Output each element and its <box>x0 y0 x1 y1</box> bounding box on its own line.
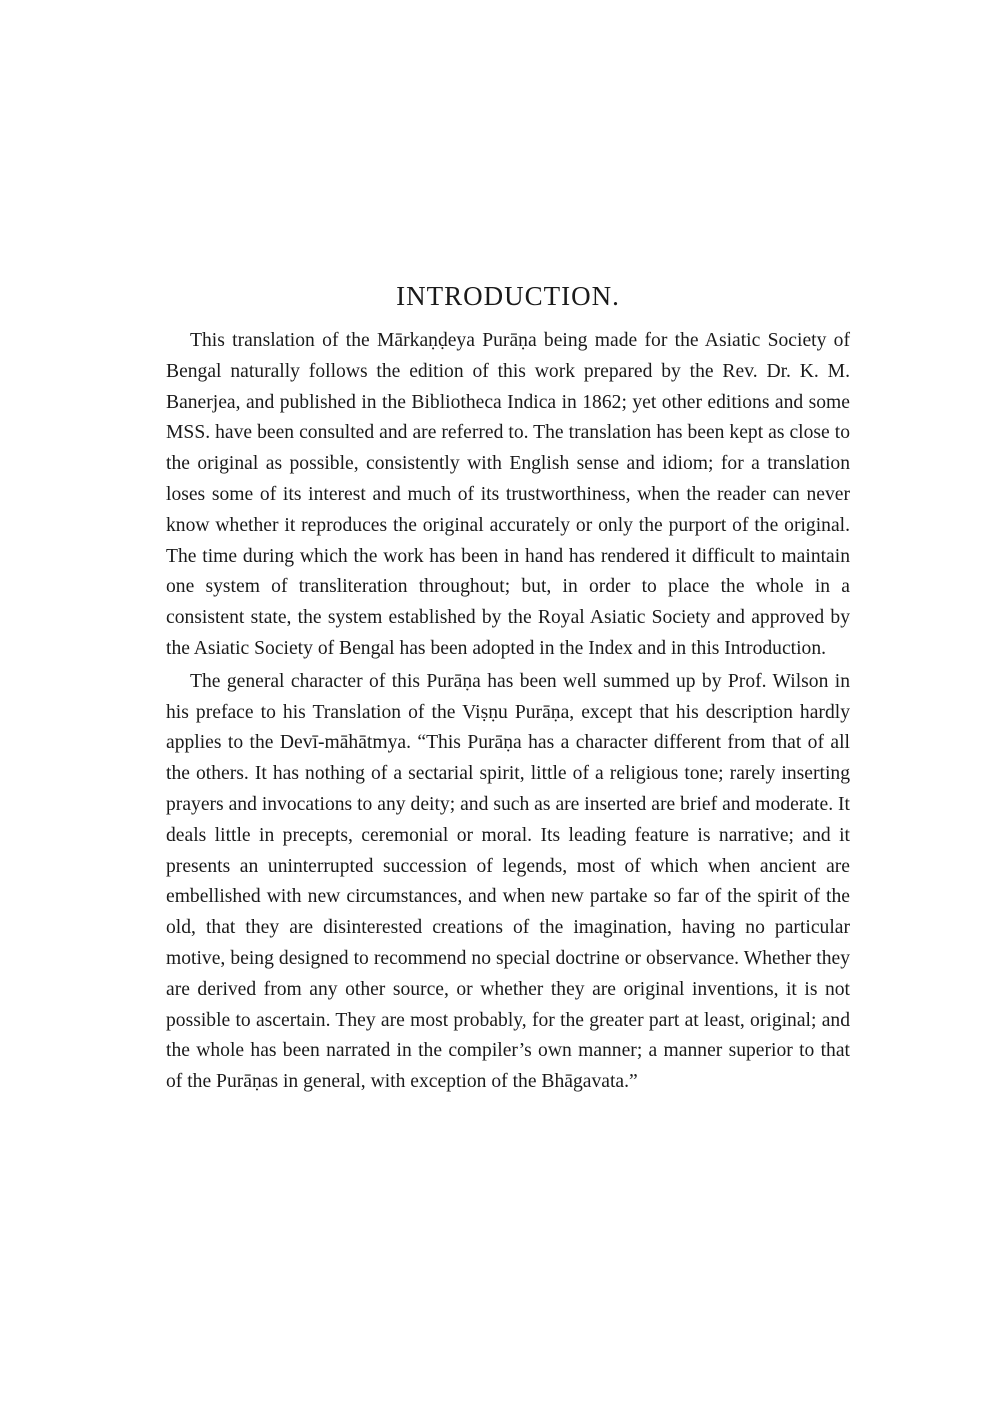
paragraph-2: The general character of this Purāṇa has been well summed up by Prof. Wilson in his preface to his Translation of the Viṣṇu Purāṇa, except that his description hardly applies to the Devī-māhātmya. “This Purāṇa has a character different from that of all the others. It has nothing of a sectarial spirit, little of a religious tone; rarely inserting prayers and invocations to any deity; and such as are inserted are brief and moderate. It deals little in precepts, ceremonial or moral. Its leading feature is narrative; and it presents an uninterrupted succession of legends, most of which when ancient are embellished with new circumstances, and when new partake so far of the spirit of the old, that they are disinterested creations of the imagination, having no particular motive, being designed to recommend no special doctrine or observance. Whether they are derived from any other source, or whether they are original inventions, it is not possible to ascertain. They are most probably, for the greater part at least, original; and the whole has been narrated in the compiler’s own manner; a manner superior to that of the Purāṇas in general, with exception of the Bhāgavata.” <box>166 670 850 1093</box>
page-title: INTRODUCTION. <box>396 281 620 311</box>
document-page <box>166 276 850 1098</box>
paragraph-1: This translation of the Mārkaṇḍeya Purāṇa being made for the Asiatic Society of Bengal naturally follows the edition of this work prepared by the Rev. Dr. K. M. Banerjea, and published in the Bibliotheca Indica in 1862; yet other editions and some MSS. have been consulted and are referred to. The translation has been kept as close to the original as possible, consistently with English sense and idiom; for a translation loses some of its interest and much of its trustworthiness, when the reader can never know whether it reproduces the original accurately or only the purport of the original. The time during which the work has been in hand has rendered it difficult to maintain one system of transliteration throughout; but, in order to place the whole in a consistent state, the system established by the Royal Asiatic Society and approved by the Asiatic Society of Bengal has been adopted in the Index and in this Introduction. <box>166 330 850 659</box>
